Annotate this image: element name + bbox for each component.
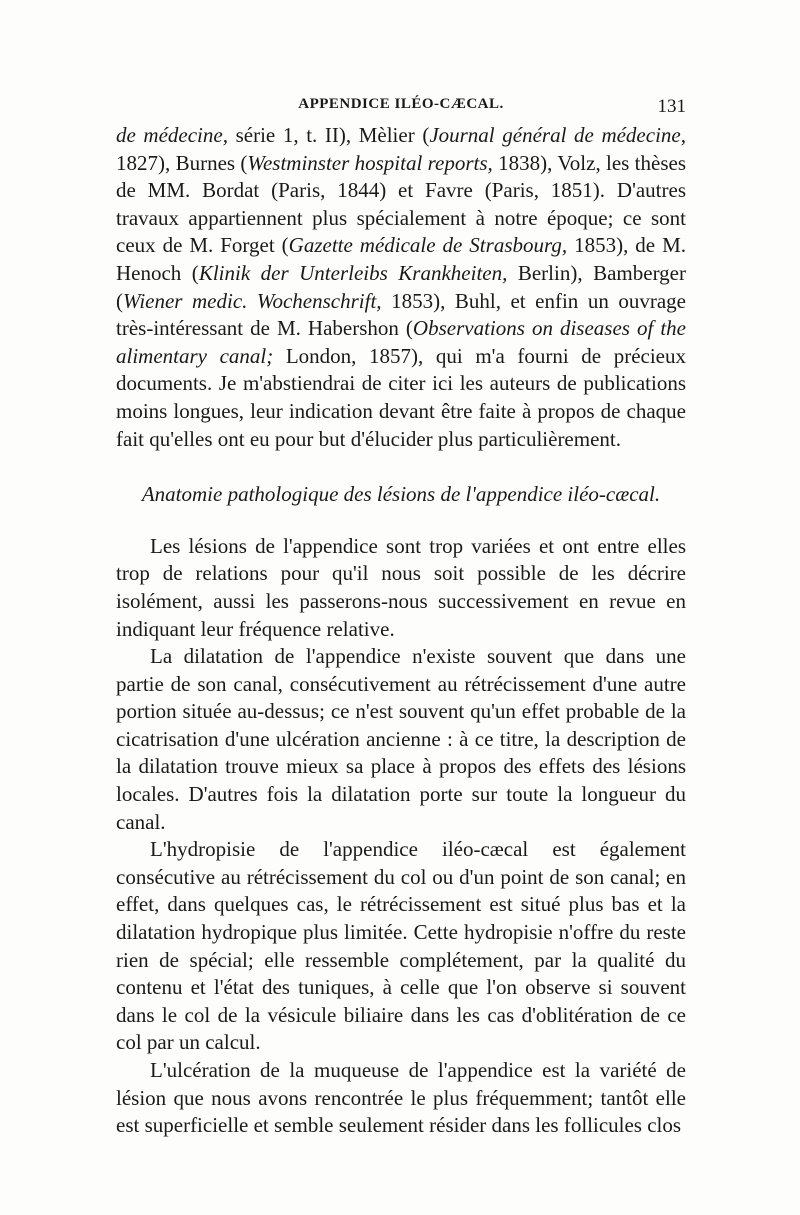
text-run: Berlin), Bamberger ( (116, 260, 686, 313)
citation-title: Westminster hospital reports, (247, 150, 493, 175)
body-text (116, 122, 686, 1140)
text-run: 1838), Volz, les thèses de MM. Bordat (Paris, 1844) et Favre (Paris, 1851). D'autres travaux appartiennent plus spécialement à notre époque; ce sont ceux de M. Forget ( (116, 150, 687, 258)
section-heading: Anatomie pathologique des lésions de l'appendice iléo-cæcal. (141, 482, 661, 507)
page-number: 131 (657, 96, 686, 117)
citation-title: de médecine, (116, 123, 228, 147)
paragraph-hydropisie: L'hydropisie de l'appendice iléo-cæcal est également consécutive au rétrécissement du col ou d'un point de son canal; en effet, dans quelques cas, le rétrécissement est situé plus bas et la dilatation hydropique plus limitée. Cette hydropisie n'offre du reste rien de spécial; elle ressemble complétement, par la qualité du contenu et l'état des tuniques, à celle que l'on observe si souvent dans le col de la vésicule biliaire dans les cas d'oblitération de ce col par un calcul. (116, 837, 686, 1055)
paragraph-ulceration: L'ulcération de la muqueuse de l'appendice est la variété de lésion que nous avons rencontrée le plus fréquemment; tantôt elle est superficielle et semble seulement résider dans les follicules clos (116, 1058, 686, 1138)
citation-title: Gazette médicale de Strasbourg, (288, 233, 568, 258)
text-run: London, 1857), qui m'a fourni de précieux documents. Je m'abstiendrai de citer ici les auteurs de publications moins longues, leur indication devant être faite à propos de chaque fait qu'elles ont eu pour but d'élucider plus particulièrement. (116, 343, 687, 451)
citation-title: Wiener medic. Wochenschrift, (123, 288, 382, 313)
citation-title: Klinik der Unterleibs Krankheiten, (198, 260, 508, 285)
paragraph-lesions: Les lésions de l'appendice sont trop variées et ont entre elles trop de relations pour qu'il nous soit possible de les décrire isolément, aussi les passerons-nous successivement en revue en indiquant leur fréquence relative. (116, 533, 686, 641)
paragraph-references (116, 122, 686, 453)
running-title: APPENDICE ILÉO-CÆCAL. (298, 96, 504, 112)
paragraph-dilatation: La dilatation de l'appendice n'existe souvent que dans une partie de son canal, consécutivement au rétrécissement d'une autre portion située au-dessus; ce n'est souvent qu'un effet probable de la cicatrisation d'une ulcération ancienne : à ce titre, la description de la dilatation trouve mieux sa place à propos des effets des lésions locales. D'autres fois la dilatation porte sur toute la longueur du canal. (116, 644, 686, 834)
citation-title: Journal général de médecine, (429, 123, 686, 147)
text-run: 1853), de M. Henoch ( (116, 233, 687, 285)
text-run: 1853), Buhl, et enfin un ouvrage très-intéressant de M. Habershon ( (116, 288, 686, 341)
running-head (116, 96, 686, 120)
citation-title: Observations on diseases of the alimentary canal; (116, 316, 686, 368)
text-run: série 1, t. II), Mèlier ( (227, 123, 430, 147)
text-run: 1827), Burnes ( (116, 150, 248, 175)
